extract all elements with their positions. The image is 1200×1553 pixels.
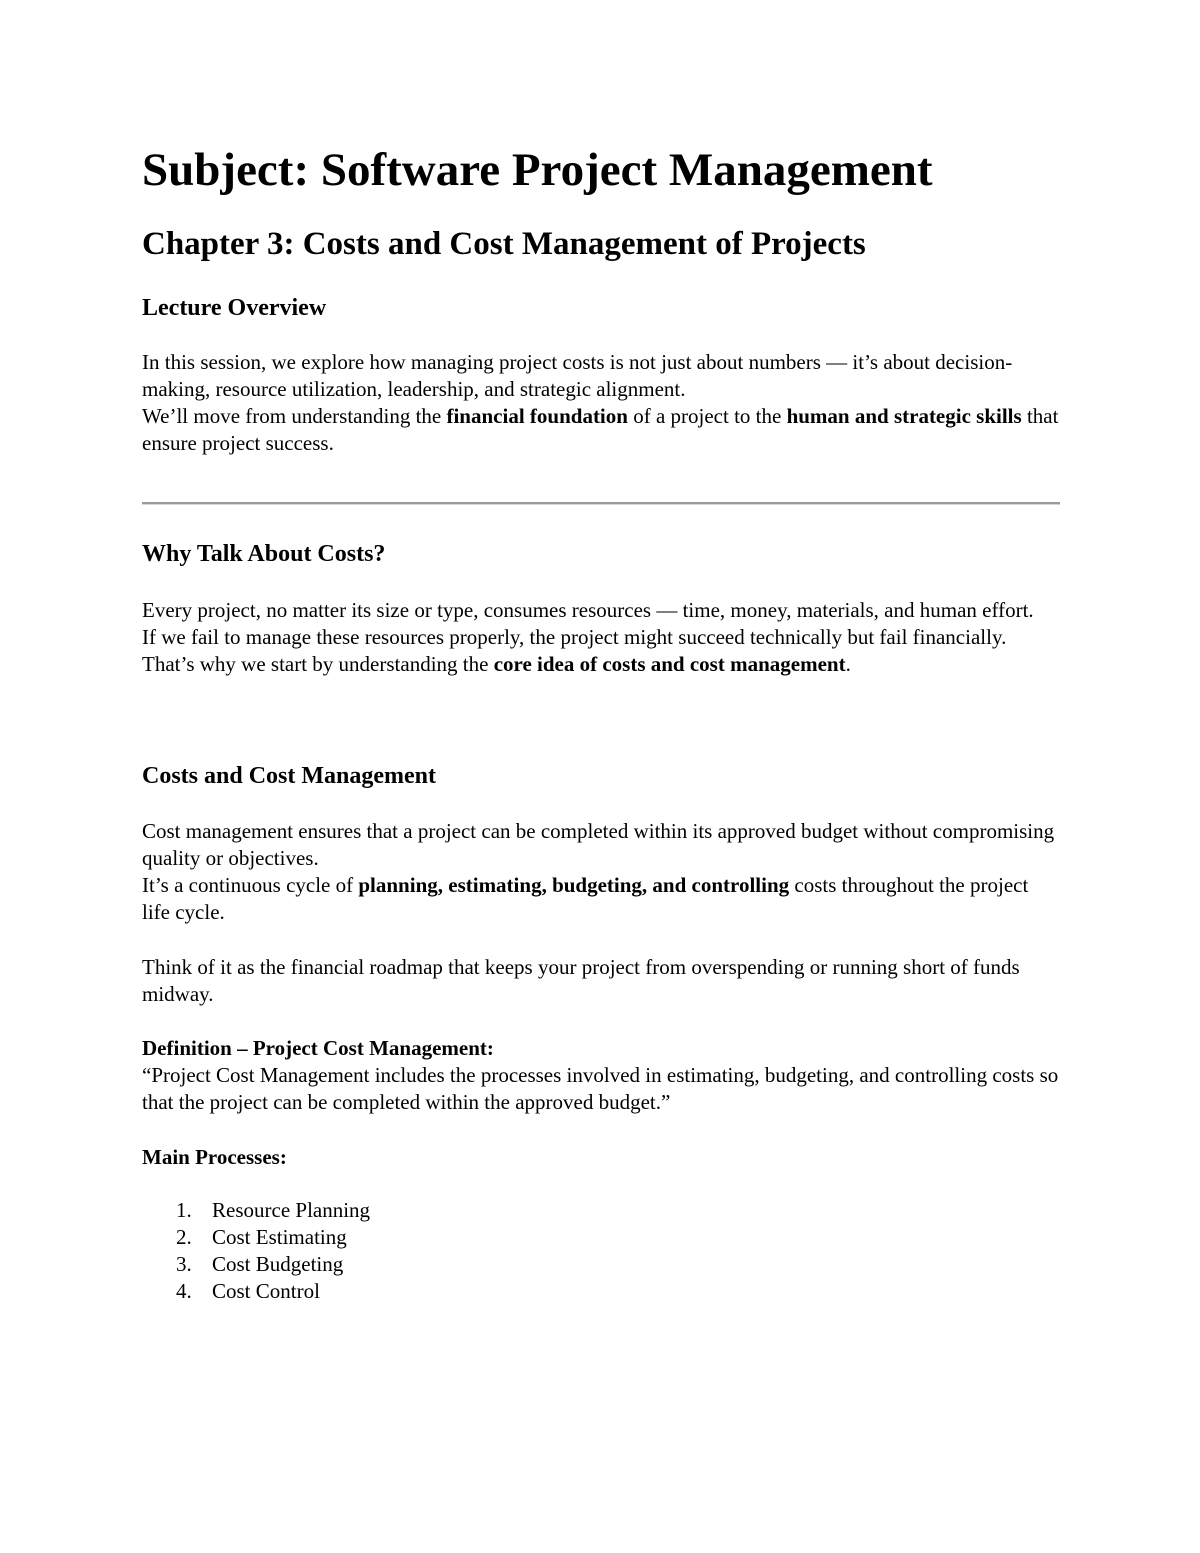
main-processes-label: Main Processes:	[142, 1145, 287, 1169]
why-costs-bold-core-idea: core idea of costs and cost management	[493, 652, 846, 676]
lecture-overview-paragraph	[142, 349, 1060, 457]
definition-text: “Project Cost Management includes the processes involved in estimating, budgeting, and controlling costs so that the project can be completed within the approved budget.”	[142, 1063, 1059, 1114]
lecture-overview-line2a: We’ll move from understanding the	[142, 404, 447, 428]
cost-management-bold-cycle: planning, estimating, budgeting, and controlling	[358, 873, 790, 897]
why-costs-paragraph	[142, 597, 1060, 678]
list-item	[142, 1278, 370, 1305]
list-item	[142, 1224, 370, 1251]
main-processes-label-block	[142, 1144, 1060, 1171]
cost-management-paragraph-1	[142, 818, 1060, 926]
definition-label: Definition – Project Cost Management:	[142, 1036, 494, 1060]
list-item-number: 3.	[176, 1252, 192, 1276]
why-costs-heading: Why Talk About Costs?	[142, 541, 386, 567]
list-item-label: Cost Control	[212, 1279, 320, 1303]
lecture-overview-bold-financial: financial foundation	[446, 404, 628, 428]
list-item-label: Cost Estimating	[212, 1225, 347, 1249]
lecture-overview-line2c: of a project to the	[627, 404, 787, 428]
horizontal-divider	[142, 502, 1060, 505]
lecture-overview-bold-skills: human and strategic skills	[786, 404, 1022, 428]
list-item-label: Cost Budgeting	[212, 1252, 344, 1276]
why-costs-line1: Every project, no matter its size or type, consumes resources — time, money, materials, and human effort.	[142, 598, 1034, 622]
definition-block	[142, 1035, 1060, 1116]
list-item-number: 4.	[176, 1279, 192, 1303]
lecture-overview-heading: Lecture Overview	[142, 295, 327, 321]
list-item-number: 2.	[176, 1225, 192, 1249]
cost-management-line1: Cost management ensures that a project can be completed within its approved budget without compromising quality or objectives.	[142, 819, 1055, 870]
why-costs-line2: If we fail to manage these resources properly, the project might succeed technically but fail financially.	[142, 625, 1007, 649]
cost-management-line2a: It’s a continuous cycle of	[142, 873, 359, 897]
list-item	[142, 1197, 370, 1224]
list-item	[142, 1251, 370, 1278]
lecture-overview-line1: In this session, we explore how managing project costs is not just about numbers — it’s about decision-making, resource utilization, leadership, and strategic alignment.	[142, 350, 1013, 401]
list-item-label: Resource Planning	[212, 1198, 371, 1222]
chapter-heading: Chapter 3: Costs and Cost Management of Projects	[142, 226, 866, 262]
list-item-number: 1.	[176, 1198, 192, 1222]
lecture-overview-line2e: that ensure project success.	[142, 404, 1059, 455]
why-costs-line3c: .	[845, 652, 851, 676]
main-processes-list	[142, 1197, 370, 1305]
cost-management-paragraph-2: Think of it as the financial roadmap that keeps your project from overspending or running short of funds midway.	[142, 955, 1020, 1006]
cost-management-line2c: costs throughout the project life cycle.	[142, 873, 1029, 924]
document-title: Subject: Software Project Management	[142, 144, 933, 196]
why-costs-line3a: That’s why we start by understanding the	[142, 652, 494, 676]
cost-management-heading: Costs and Cost Management	[142, 763, 436, 789]
